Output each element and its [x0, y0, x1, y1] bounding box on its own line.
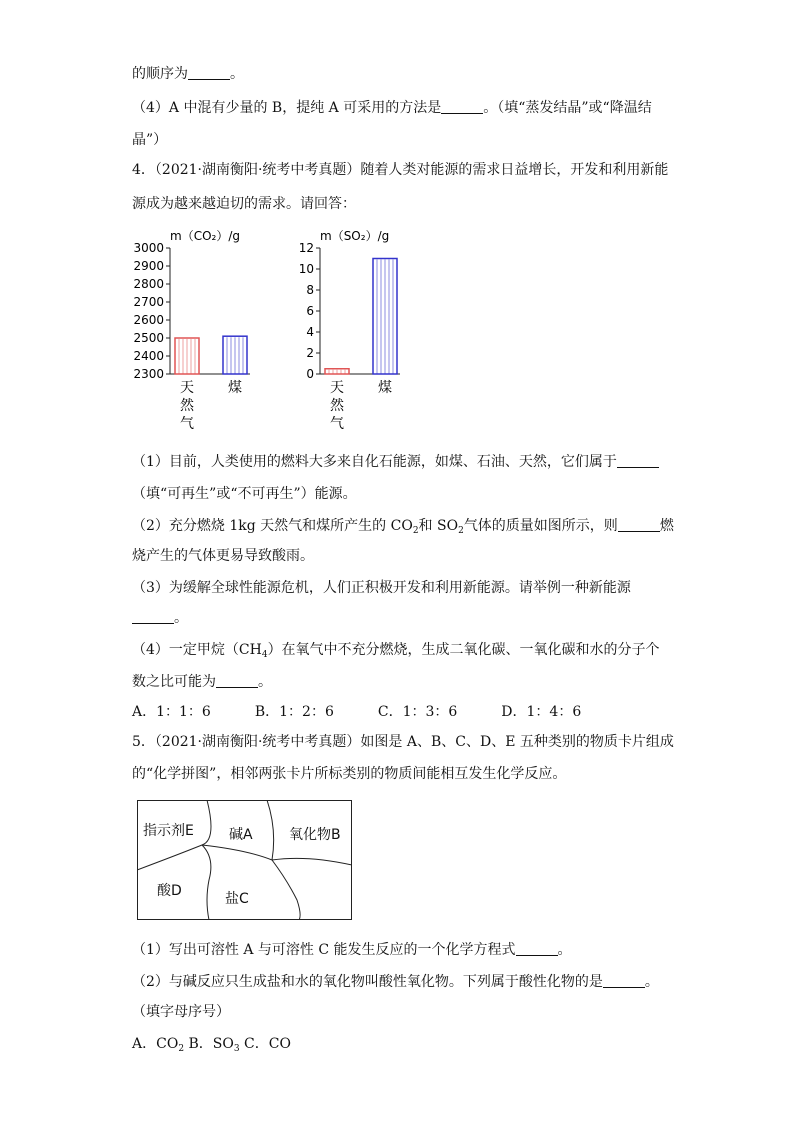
line-q3-4: （4）A 中混有少量的 B，提纯 A 可采用的方法是 。（填“蒸发结晶”或“降温结 [132, 100, 652, 116]
line-q4-4-cont: 数之比可能为 。 [132, 674, 272, 690]
line-q5-2-cont: （填字母序号） [132, 1004, 230, 1020]
option-c[interactable]: C．1：3：6 [377, 704, 458, 720]
option-b[interactable]: B．1：2：6 [254, 704, 334, 720]
puzzle-card-e: 指示剂E [143, 823, 194, 839]
y-tick-label: 2 [306, 346, 314, 360]
question-5-title-cont: 的“化学拼图”，相邻两张卡片所标类别的物质间能相互发生化学反应。 [132, 766, 567, 782]
y-tick-label: 2800 [133, 277, 164, 291]
puzzle-card-d: 酸D [157, 883, 182, 899]
option-d[interactable]: D．1：4：6 [501, 704, 582, 720]
y-tick-label: 12 [298, 241, 314, 255]
line-q4-3: （3）为缓解全球性能源危机，人们正积极开发和利用新能源。请举例一种新能源 [132, 580, 631, 596]
line-order: 的顺序为 。 [132, 66, 244, 82]
y-tick-label: 2300 [133, 367, 164, 381]
answer-blank[interactable] [617, 453, 659, 468]
answer-blank[interactable] [188, 65, 230, 80]
line-q5-1: （1）写出可溶性 A 与可溶性 C 能发生反应的一个化学方程式 。 [132, 942, 572, 958]
line-q4-1: （1）目前，人类使用的燃料大多来自化石能源，如煤、石油、天然，它们属于 [132, 452, 659, 472]
y-tick-label: 0 [306, 367, 314, 381]
puzzle-card-b: 氧化物B [289, 827, 341, 843]
bar [373, 259, 397, 375]
y-tick-label: 3000 [133, 241, 164, 255]
y-tick-label: 2600 [133, 313, 164, 327]
option-c[interactable]: C．CO [244, 1036, 291, 1052]
question-4-title-cont: 源成为越来越迫切的需求。请回答： [132, 196, 356, 212]
line-q4-1-cont: （填“可再生”或“不可再生”）能源。 [132, 486, 357, 502]
x-tick-label: 煤 [378, 380, 392, 396]
q4-4-options [132, 702, 625, 722]
y-tick-label: 2400 [133, 349, 164, 363]
option-a[interactable]: A．$CO_2$ [132, 1036, 185, 1054]
answer-blank[interactable] [618, 517, 660, 532]
x-tick-label: 天 [330, 380, 344, 396]
x-tick-label: 气 [330, 416, 344, 432]
bar [175, 338, 199, 374]
line-q4-4: （4）一定甲烷$(CH_4)$在氧气中不充分燃烧，生成二氧化碳、一氧化碳和水的分子个 [132, 642, 660, 660]
bar [223, 336, 247, 374]
line-q4-2: （2）充分燃烧 1kg 天然气和煤所产生的 $CO_2$和 $SO_2$气体的质量如图所示，则 燃 [132, 518, 674, 536]
q5-2-options [132, 1034, 291, 1059]
line-q4-3-cont: 。 [132, 608, 188, 628]
y-tick-label: 8 [306, 283, 314, 297]
y-tick-label: 2900 [133, 259, 164, 273]
option-b[interactable]: B．$SO_3$ [188, 1036, 240, 1054]
y-tick-label: 4 [306, 325, 314, 339]
y-tick-label: 6 [306, 304, 314, 318]
question-5-title: 5．（2021·湖南衡阳·统考中考真题）如图是 A、B、C、D、E 五种类别的物质卡片组成 [132, 734, 674, 750]
question-4-title: 4．（2021·湖南衡阳·统考中考真题）随着人类对能源的需求日益增长，开发和利用新能 [132, 162, 669, 178]
answer-blank[interactable] [216, 673, 258, 688]
chart-so2 [280, 226, 430, 436]
answer-blank[interactable] [132, 609, 174, 624]
puzzle-card-c: 盐C [225, 891, 249, 907]
y-tick-label: 2500 [133, 331, 164, 345]
y-tick-label: 2700 [133, 295, 164, 309]
answer-blank[interactable] [441, 99, 483, 114]
puzzle-card-a: 碱A [229, 827, 253, 843]
chemistry-puzzle [137, 800, 352, 920]
bar [325, 369, 349, 374]
x-tick-label: 天 [180, 380, 194, 396]
chart-co2 [130, 226, 280, 436]
x-tick-label: 气 [180, 416, 194, 432]
y-axis-label: m（CO₂）/g [170, 229, 240, 243]
answer-blank[interactable] [603, 973, 645, 988]
line-q3-4-cont: 晶”） [132, 132, 168, 148]
y-axis-label: m（SO₂）/g [320, 229, 390, 243]
y-tick-label: 10 [298, 262, 314, 276]
x-tick-label: 煤 [228, 380, 242, 396]
x-tick-label: 然 [180, 398, 194, 414]
option-a[interactable]: A．1：1：6 [132, 704, 211, 720]
line-q5-2: （2）与碱反应只生成盐和水的氧化物叫酸性氧化物。下列属于酸性化物的是 。 [132, 974, 659, 990]
line-q4-2-cont: 烧产生的气体更易导致酸雨。 [132, 548, 314, 564]
answer-blank[interactable] [516, 941, 558, 956]
x-tick-label: 然 [330, 398, 344, 414]
